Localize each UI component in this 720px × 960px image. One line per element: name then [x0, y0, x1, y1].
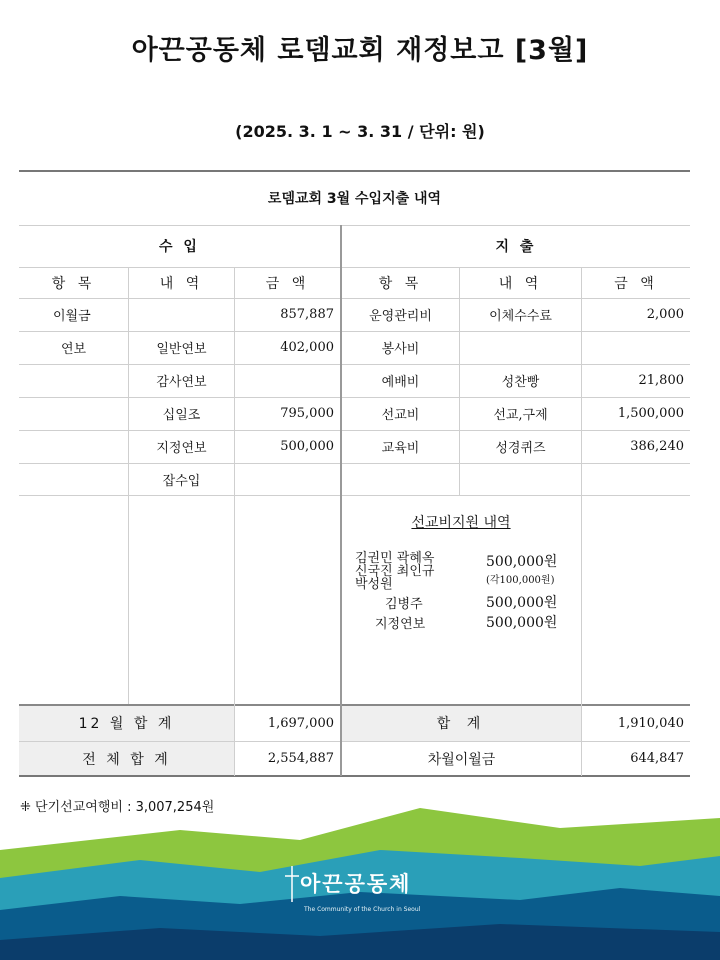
income-header: 수 입 [159, 239, 200, 255]
expense-header: 지 출 [495, 239, 537, 255]
report-period: (2025. 3. 1 ~ 3. 31 / 단위: 원) [235, 122, 485, 141]
col-divider [581, 267, 582, 776]
income-amount: 857,887 [280, 307, 334, 322]
divider [19, 495, 690, 496]
expense-item: 운영관리비 [369, 309, 432, 324]
mission-amount1: 500,000원 [486, 554, 558, 570]
grand-total-amount: 2,554,887 [267, 751, 334, 766]
grand-total-label: 전 체 합 계 [82, 751, 171, 768]
mission-amount1-note: (각100,000원) [486, 575, 555, 586]
logo-text: 아끈공동체 [300, 872, 412, 896]
income-item: 연보 [61, 342, 87, 357]
expense-total-label: 합 계 [436, 716, 487, 732]
mission-name3: 지정연보 [375, 617, 426, 632]
expense-total-amount: 1,910,040 [617, 715, 684, 731]
footnote: ⁜ 단기선교여행비 : 3,007,254원 [20, 800, 215, 815]
income-item: 이월금 [53, 309, 91, 324]
expense-item: 교육비 [381, 441, 420, 456]
expense-detail: 성경퀴즈 [495, 441, 546, 456]
income-detail: 잡수입 [162, 473, 201, 489]
mission-names-line1: 김권민 곽혜옥 [355, 551, 435, 566]
carry-over-label: 차월이월금 [427, 751, 496, 768]
cross-icon [282, 864, 302, 904]
col-header-expense-amount: 금 액 [614, 275, 658, 292]
expense-amount: 2,000 [646, 307, 684, 322]
income-amount: 402,000 [280, 340, 334, 355]
table-bottom-border [19, 775, 690, 777]
expense-item: 예배비 [381, 375, 420, 390]
month-total-label: 12 월 합 계 [78, 716, 175, 732]
expense-amount: 21,800 [638, 373, 684, 388]
expense-item: 봉사비 [381, 342, 420, 357]
expense-detail: 이체수수료 [489, 309, 552, 324]
expense-item: 선교비 [381, 408, 420, 423]
income-detail: 지정연보 [156, 441, 207, 456]
mission-amount3: 500,000원 [486, 615, 558, 631]
logo-subtext: The Community of the Church in Seoul [304, 906, 421, 913]
mission-names-line2: 신국진 최인규 [355, 564, 435, 579]
income-detail: 일반연보 [156, 342, 207, 357]
table-title: 로뎀교회 3월 수입지출 내역 [267, 190, 442, 207]
col-header-expense-item: 항 목 [378, 275, 423, 292]
mission-name2: 김병주 [385, 597, 423, 612]
income-amount: 500,000 [280, 439, 334, 454]
col-header-income-item: 항 목 [51, 275, 96, 292]
income-amount: 795,000 [280, 406, 334, 421]
col-header-income-amount: 금 액 [265, 275, 310, 292]
mission-amount2: 500,000원 [486, 595, 558, 611]
page-title: 아끈공동체 로뎀교회 재정보고 [3월] [131, 35, 589, 66]
community-logo [282, 868, 442, 928]
mission-title: 선교비지원 내역 [411, 515, 511, 531]
col-header-expense-detail: 내 역 [498, 275, 543, 292]
divider [19, 463, 690, 464]
income-detail: 십일조 [162, 408, 201, 423]
finance-table [19, 170, 690, 776]
mission-names-line3: 박성원 [355, 577, 393, 592]
col-header-income-detail: 내 역 [159, 275, 204, 292]
expense-detail: 성찬빵 [501, 375, 540, 390]
expense-detail: 선교,구제 [493, 408, 548, 423]
month-total-amount: 1,697,000 [267, 715, 334, 731]
income-detail: 감사연보 [156, 375, 207, 390]
expense-amount: 1,500,000 [617, 406, 684, 421]
expense-amount: 386,240 [630, 439, 684, 454]
carry-over-amount: 644,847 [630, 751, 684, 766]
